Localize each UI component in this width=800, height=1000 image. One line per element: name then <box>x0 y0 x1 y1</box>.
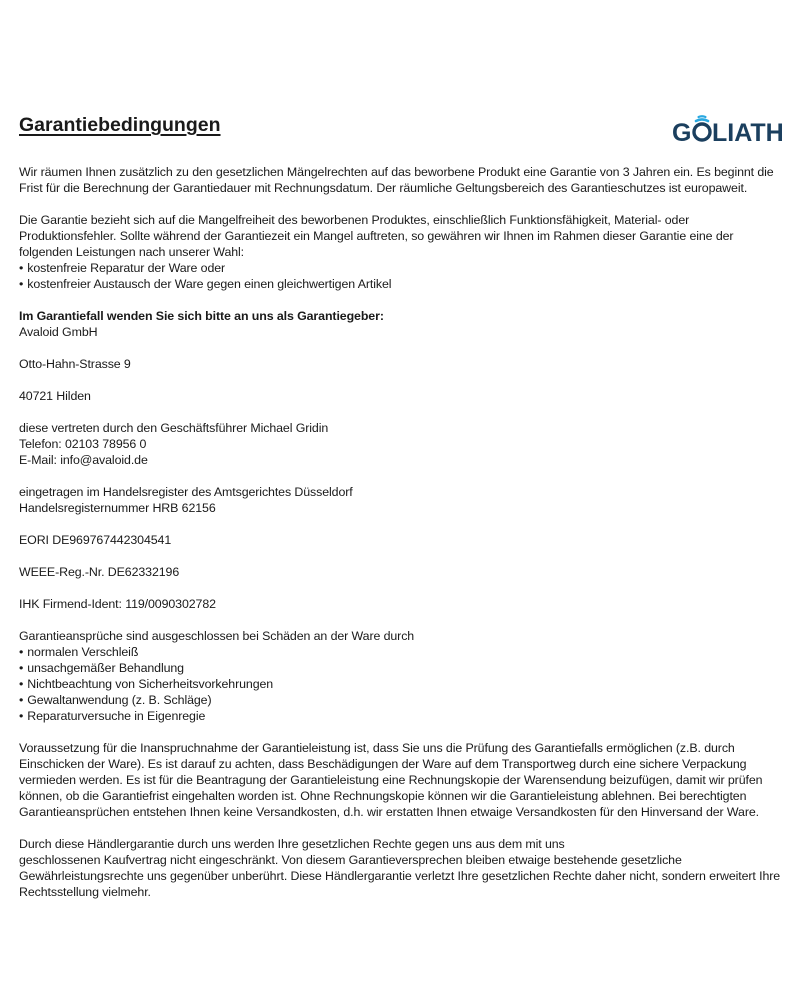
guarantor-heading: Im Garantiefall wenden Sie sich bitte an uns als Garantiegeber: <box>19 309 384 323</box>
exclusions-list <box>19 644 789 724</box>
guarantor-contact <box>19 420 789 468</box>
list-item: • Gewaltanwendung (z. B. Schläge) <box>19 692 789 708</box>
list-item: • Nichtbeachtung von Sicherheitsvorkehrungen <box>19 676 789 692</box>
guarantor-phone: Telefon: 02103 78956 0 <box>19 437 147 451</box>
guarantor-company: Avaloid GmbH <box>19 325 98 339</box>
guarantor-street: Otto-Hahn-Strasse 9 <box>19 357 131 371</box>
list-item: • Reparaturversuche in Eigenregie <box>19 708 789 724</box>
guarantor-weee: WEEE-Reg.-Nr. DE62332196 <box>19 565 180 579</box>
guarantor-city: 40721 Hilden <box>19 389 91 403</box>
guarantor-email: E-Mail: info@avaloid.de <box>19 453 148 467</box>
logo-letters-liath: LIATH <box>712 119 784 147</box>
list-item: • normalen Verschleiß <box>19 644 789 660</box>
warranty-body <box>19 164 789 916</box>
exclusions-intro: Garantieansprüche sind ausgeschlossen bei Schäden an der Ware durch <box>19 629 415 643</box>
intro-paragraph: Wir räumen Ihnen zusätzlich zu den gesetzlichen Mängelrechten auf das beworbene Produkt eine Garantie von 3 Jahren ein. Es beginnt die Frist für die Berechnung der Garantiedauer mit Rechnungsdatum. Der räumliche Geltungsbereich des Garantieschutzes ist europaweit. <box>19 165 774 195</box>
scope-paragraph: Die Garantie bezieht sich auf die Mangelfreiheit des beworbenen Produktes, einschließlich Funktionsfähigkeit, Material- oder Produktionsfehler. Sollte während der Garantiezeit ein Mangel auftreten, so gewähren wir Ihnen im Rahmen dieser Garantie eine der folgenden Leistungen nach unserer Wahl: <box>19 213 734 259</box>
guarantor-representative: diese vertreten durch den Geschäftsführer Michael Gridin <box>19 421 329 435</box>
logo-ring-icon <box>694 116 710 140</box>
guarantor-eori: EORI DE969767442304541 <box>19 533 172 547</box>
guarantor-register <box>19 484 789 516</box>
logo-letter-g: G <box>672 119 692 147</box>
list-item: • kostenfreie Reparatur der Ware oder <box>19 260 789 276</box>
closing-paragraph <box>19 836 789 900</box>
guarantor-ihk: IHK Firmend-Ident: 119/0090302782 <box>19 597 216 611</box>
register-court: eingetragen im Handelsregister des Amtsgerichtes Düsseldorf <box>19 485 353 499</box>
requirements-paragraph: Voraussetzung für die Inanspruchnahme der Garantieleistung ist, dass Sie uns die Prüfung des Garantiefalls ermöglichen (z.B. durch Einschicken der Ware). Es ist darauf zu achten, dass Beschädigungen der Ware auf dem Transportweg durch eine sichere Verpackung vermieden werden. Es ist für die Beantragung der Garantieleistung eine Rechnungskopie der Warensendung beizufügen, damit wir prüfen können, ob die Garantiefrist eingehalten worden ist. Ohne Rechnungskopie können wir die Garantieleistung ablehnen. Bei berechtigten Garantieansprüchen entstehen Ihnen keine Versandkosten, d.h. wir erstatten Ihnen etwaige Versandkosten für den Hinversand der Ware. <box>19 741 763 819</box>
page-title: Garantiebedingungen <box>19 114 221 136</box>
closing-line-2: geschlossenen Kaufvertrag nicht eingeschränkt. Von diesem Garantieversprechen bleiben etwaige bestehende gesetzliche Gewährleistungsrechte uns gegenüber unberührt. Diese Händlergarantie verletzt Ihre gesetzlichen Rechte daher nicht, sondern erweitert Ihre Rechtsstellung vielmehr. <box>19 853 781 899</box>
register-number: Handelsregisternummer HRB 62156 <box>19 501 216 515</box>
list-item: • kostenfreier Austausch der Ware gegen einen gleichwertigen Artikel <box>19 276 789 292</box>
closing-line-1: Durch diese Händlergarantie durch uns werden Ihre gesetzlichen Rechte gegen uns aus dem mit uns <box>19 837 565 851</box>
goliath-logo <box>672 113 790 147</box>
list-item: • unsachgemäßer Behandlung <box>19 660 789 676</box>
scope-options-list <box>19 260 789 292</box>
